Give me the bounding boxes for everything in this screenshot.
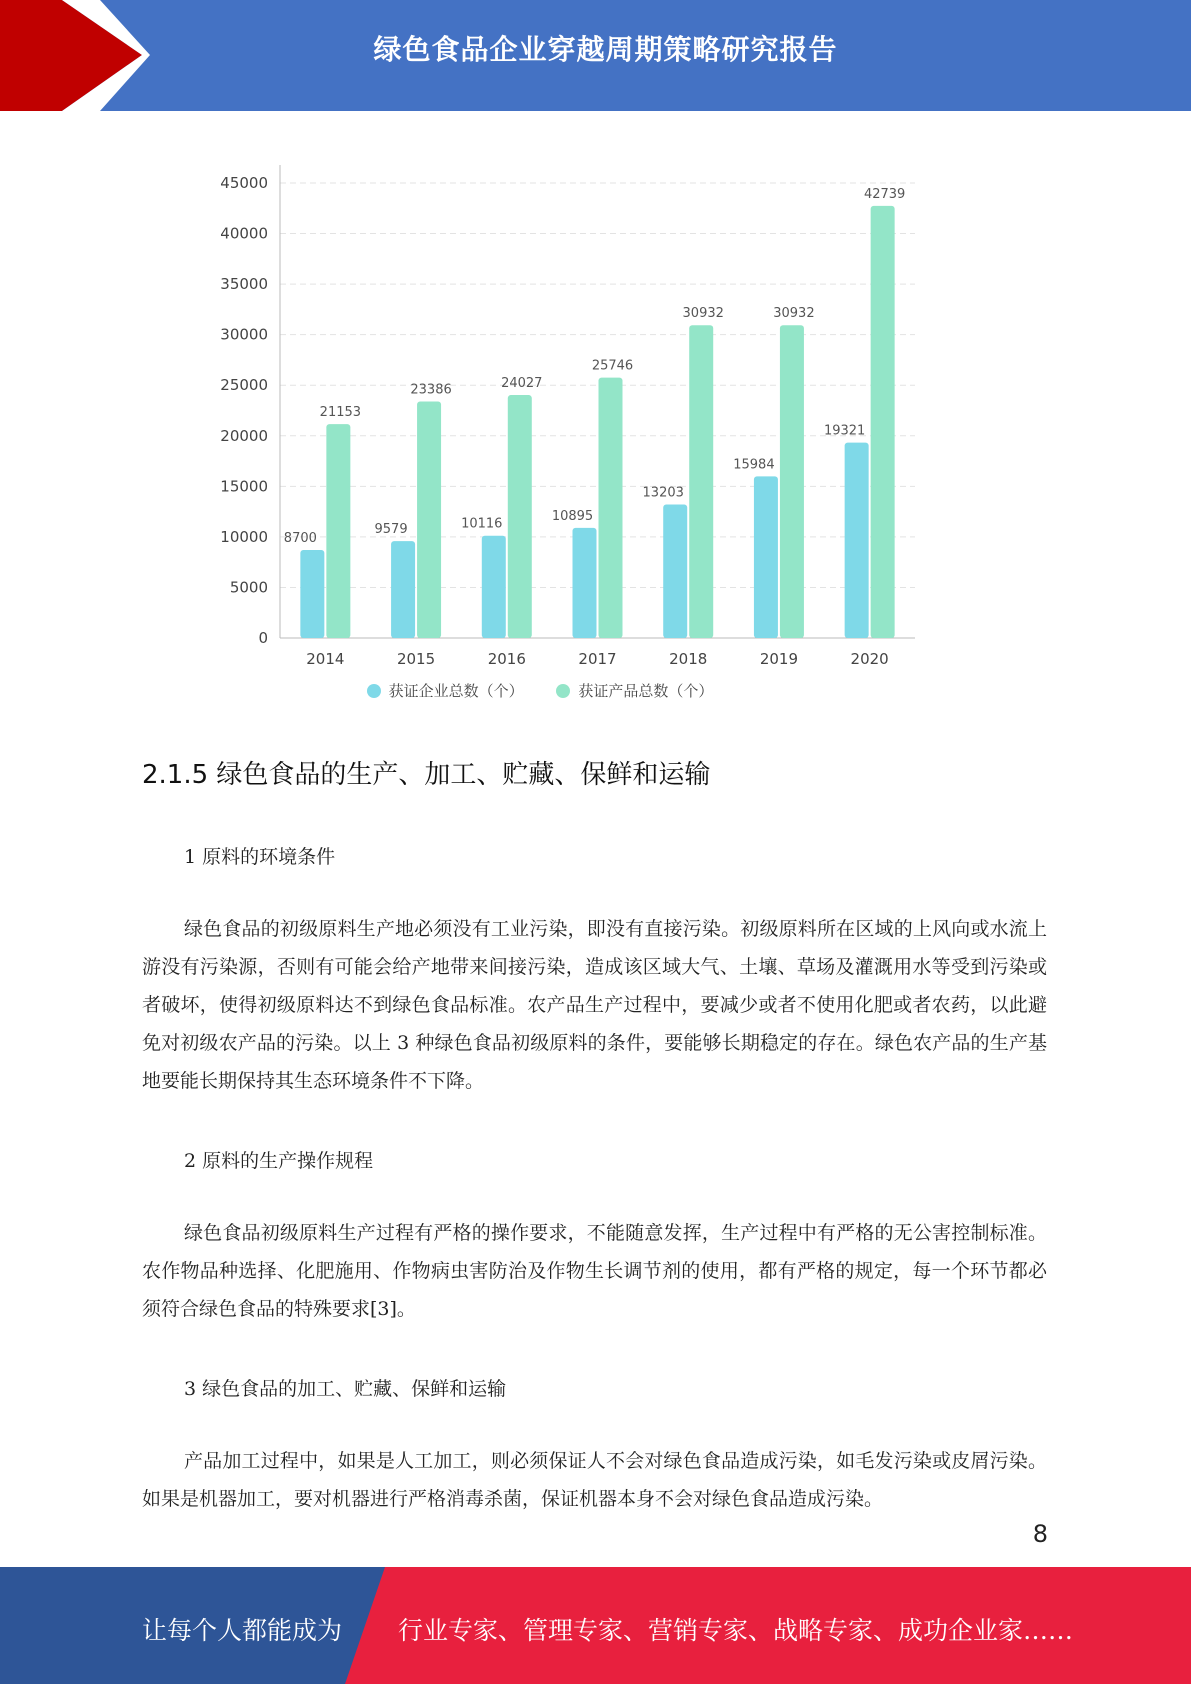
data-label: 10895 [551,508,594,524]
data-label: 24027 [501,376,543,392]
bar-products [599,378,623,638]
bar-enterprises [482,536,506,638]
y-tick-label: 40000 [220,224,268,243]
bar-products [417,402,441,638]
bar-enterprises [573,528,597,638]
data-label: 23386 [410,382,452,398]
bar-products [780,325,804,638]
x-tick-label: 2020 [850,650,889,668]
y-tick-label: 35000 [220,275,268,294]
y-tick-label: 25000 [220,376,268,395]
subheading-operation-rules: 2 原料的生产操作规程 [184,1150,374,1172]
bar-enterprises [300,550,324,638]
bar-products [508,395,532,638]
y-tick-label: 45000 [220,174,268,192]
y-tick-label: 0 [258,629,268,647]
x-tick-label: 2018 [669,650,708,668]
data-label: 30932 [773,306,815,322]
y-tick-label: 15000 [220,477,268,496]
x-tick-label: 2019 [759,650,799,668]
page-number: 8 [1032,1520,1048,1548]
page-header [0,0,1191,111]
legend-marker-products [556,684,570,698]
data-label: 25746 [591,358,634,374]
paragraph-environment: 绿色食品的初级原料生产地必须没有工业污染，即没有直接污染。初级原料所在区域的上风向或水流上游没有污染源，否则有可能会给产地带来间接污染，造成该区域大气、土壤、草场及灌溉用水等受到污染或者破坏，使得初级原料达不到绿色食品标准。农产品生产过程中，要减少或者不使用化肥或者农药，以此避免对初级农产品的污染。以上 3 种绿色食品初级原料的条件，要能够长期稳定的存在。绿色农产品的生产基地要能长期保持其生态环境条件不下降。 [142,918,1047,1092]
subheading-raw-material-environment: 1 原料的环境条件 [184,846,336,868]
bar-chart [190,150,940,720]
subheading-processing-storage: 3 绿色食品的加工、贮藏、保鲜和运输 [184,1378,507,1400]
bar-products [871,206,895,638]
y-tick-label: 5000 [229,578,268,597]
footer-slogan-left: 让每个人都能成为 [142,1616,343,1645]
report-title: 绿色食品企业穿越周期策略研究报告 [373,33,838,66]
section-heading: 2.1.5 绿色食品的生产、加工、贮藏、保鲜和运输 [142,760,711,790]
data-label: 8700 [283,531,317,547]
data-label: 13203 [642,485,684,501]
data-label: 21153 [319,405,362,421]
x-tick-label: 2015 [396,650,436,668]
bar-enterprises [391,541,415,638]
bar-enterprises [663,505,687,638]
data-label: 10116 [461,516,503,532]
legend-item-products [556,680,713,701]
x-tick-label: 2016 [487,650,526,668]
data-label: 9579 [374,522,408,538]
legend-item-enterprises [367,680,524,701]
data-label: 30932 [682,306,724,322]
y-tick-label: 10000 [220,527,268,546]
x-tick-label: 2017 [578,650,617,668]
page-footer [0,1567,1191,1684]
paragraph-processing-storage: 产品加工过程中，如果是人工加工，则必须保证人不会对绿色食品造成污染，如毛发污染或皮屑污染。如果是机器加工，要对机器进行严格消毒杀菌，保证机器本身不会对绿色食品造成污染。 [142,1450,1047,1510]
x-tick-label: 2014 [306,650,345,668]
y-tick-label: 20000 [220,426,268,445]
footer-slogan-right: 行业专家、管理专家、营销专家、战略专家、成功企业家…… [398,1616,1074,1645]
data-label: 15984 [733,457,775,473]
data-label: 19321 [823,423,866,439]
chart-legend [190,680,890,702]
paragraph-operation-rules: 绿色食品初级原料生产过程有严格的操作要求，不能随意发挥，生产过程中有严格的无公害控制标准。农作物品种选择、化肥施用、作物病虫害防治及作物生长调节剂的使用，都有严格的规定，每一个环节都必须符合绿色食品的特殊要求[3]。 [142,1222,1047,1320]
y-tick-label: 30000 [220,325,268,344]
bar-products [326,424,350,638]
chart-canvas [190,150,940,680]
bar-enterprises [845,443,869,638]
data-label: 42739 [863,186,906,202]
legend-label-products: 获证产品总数（个） [578,682,714,700]
legend-marker-enterprises [367,684,381,698]
bar-products [689,325,713,638]
bar-enterprises [754,476,778,638]
legend-label-enterprises: 获证企业总数（个） [388,682,524,700]
